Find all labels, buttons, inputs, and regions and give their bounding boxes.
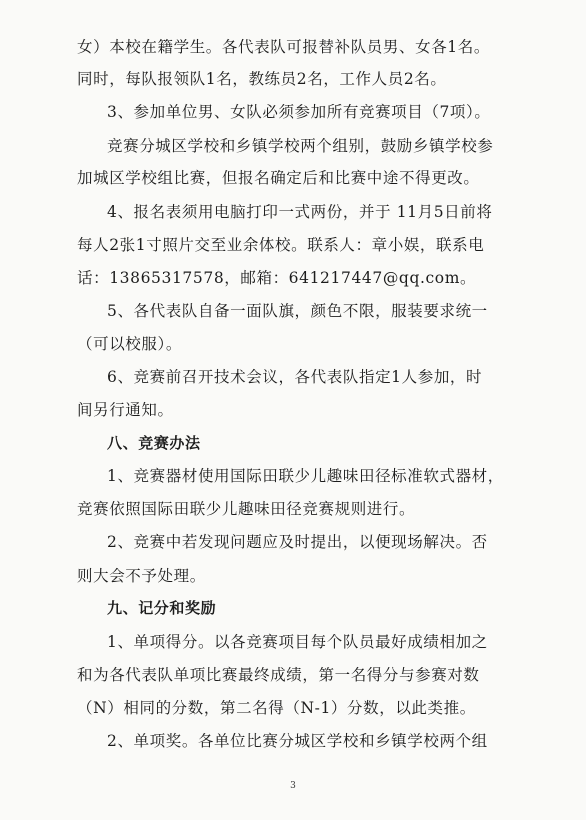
text-line: 1、单项得分。以各竞赛项目每个队员最好成绩相加之 [107,633,488,651]
text-line: 竞赛依照国际田联少儿趣味田径竞赛规则进行。 [77,500,416,518]
text-line: 2、竞赛中若发现问题应及时提出，以便现场解决。否 [107,533,488,551]
text-line: 每人2张1寸照片交至业余体校。联系人：章小娱，联系电 [77,236,485,254]
text-line: 4、报名表须用电脑打印一式两份，并于 11月5日前将 [107,203,493,221]
text-line: 同时，每队报领队1名，教练员2名，工作人员2名。 [77,70,447,88]
text-line: （可以校服）。 [77,335,182,353]
text-line: 6、竞赛前召开技术会议，各代表队指定1人参加，时 [107,368,483,386]
text-line: 间另行通知。 [77,401,174,419]
text-line: 2、单项奖。各单位比赛分城区学校和乡镇学校两个组 [107,732,488,750]
text-line: 3、参加单位男、女队必须参加所有竞赛项目（7项）。 [107,103,491,121]
text-line: 加城区学校组比赛，但报名确定后和比赛中途不得更改。 [77,169,480,187]
section-heading: 九、记分和奖励 [107,599,217,617]
text-line: 1、竞赛器材使用国际田联少儿趣味田径标准软式器材， [107,467,504,485]
text-line: （N）相同的分数，第二名得（N-1）分数，以此类推。 [77,699,476,717]
text-line: 话：13865317578，邮箱：641217447@qq.com。 [77,269,477,287]
text-line: 则大会不予处理。 [77,567,206,585]
page-number: 3 [290,781,296,791]
section-heading: 八、竞赛办法 [107,434,201,452]
text-line: 和为各代表队单项比赛最终成绩，第一名得分与参赛对数 [77,666,480,684]
text-line: 女）本校在籍学生。各代表队可报替补队员男、女各1名。 [77,38,490,56]
text-line: 竞赛分城区学校和乡镇学校两个组别，鼓励乡镇学校参 [107,137,494,155]
text-line: 5、各代表队自备一面队旗，颜色不限，服装要求统一 [107,302,488,320]
